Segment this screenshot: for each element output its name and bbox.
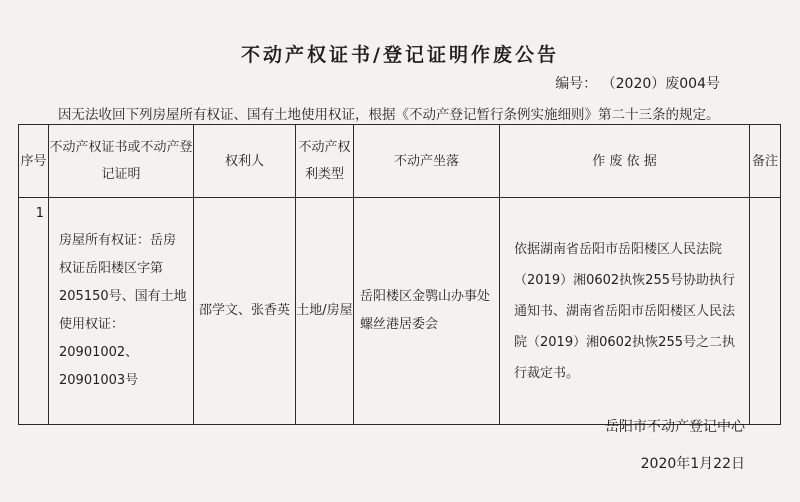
row-holder: 邵学文、张香英 bbox=[194, 198, 296, 425]
row-cert: 房屋所有权证：岳房权证岳阳楼区字第205150号、国有土地使用权证：20901002、20901003号 bbox=[49, 198, 194, 425]
table-row bbox=[19, 198, 781, 425]
row-remark bbox=[750, 198, 781, 425]
header-cert: 不动产权证书或不动产登记证明 bbox=[49, 125, 194, 198]
issue-date: 2020年1月22日 bbox=[640, 456, 745, 472]
row-location: 岳阳楼区金鹗山办事处螺丝港居委会 bbox=[354, 198, 500, 425]
table-header-row bbox=[19, 125, 781, 198]
row-basis: 依据湖南省岳阳市岳阳楼区人民法院（2019）湘0602执恢255号协助执行通知书、湖南省岳阳市岳阳楼区人民法院（2019）湘0602执恢255号之二执行裁定书。 bbox=[500, 198, 750, 425]
header-holder: 权利人 bbox=[194, 125, 296, 198]
row-idx: 1 bbox=[19, 198, 49, 425]
void-certificates-table bbox=[18, 124, 781, 425]
header-basis: 作 废 依 据 bbox=[500, 125, 750, 198]
notice-title: 不动产权证书/登记证明作废公告 bbox=[241, 44, 559, 66]
row-type: 土地/房屋 bbox=[296, 198, 354, 425]
issuing-organization: 岳阳市不动产登记中心 bbox=[605, 419, 745, 435]
header-location: 不动产坐落 bbox=[354, 125, 500, 198]
document-number: 编号： （2020）废004号 bbox=[555, 76, 720, 92]
header-remark: 备注 bbox=[750, 125, 781, 198]
intro-paragraph: 因无法收回下列房屋所有权证、国有土地使用权证，根据《不动产登记暂行条例实施细则》第二十三条的规定。 bbox=[58, 107, 720, 123]
header-idx: 序号 bbox=[19, 125, 49, 198]
header-type: 不动产权利类型 bbox=[296, 125, 354, 198]
